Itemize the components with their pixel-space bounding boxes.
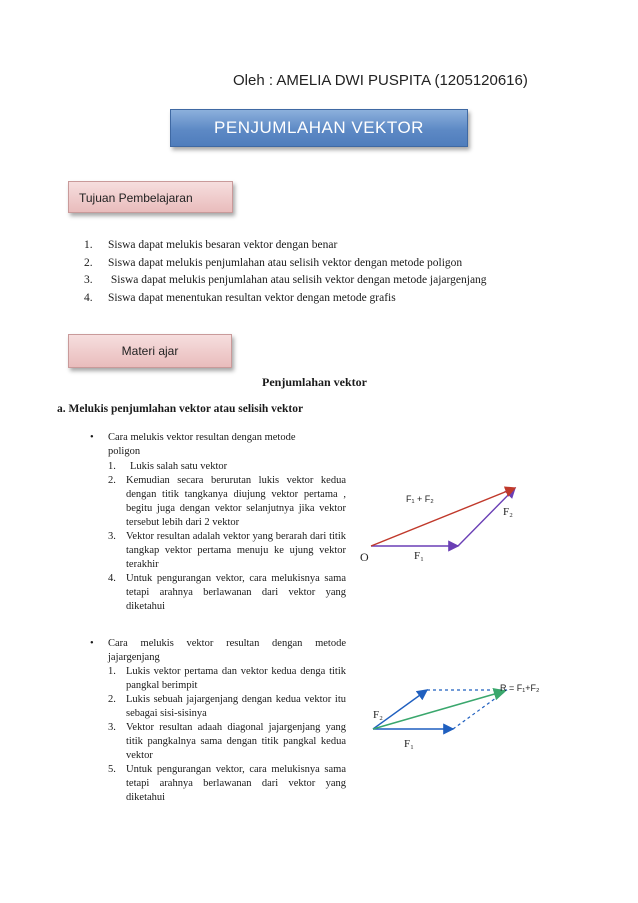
polygon-step: 2. Kemudian secara berurutan lukis vektor kedua dengan titik tangkanya diujung vektor pertama , begitu juga dengan vektor selanjutnya jika vektor tersebut lebih dari 2 vektor	[108, 475, 346, 528]
goal-item: 2. Siswa dapat melukis penjumlahan atau selisih vektor dengan metode poligon	[84, 256, 463, 269]
polygon-method	[90, 431, 346, 614]
polygon-intro: • Cara melukis vektor resultan dengan metode poligon	[90, 432, 296, 457]
label-f2: F₂	[373, 709, 383, 721]
polygon-diagram	[355, 470, 535, 570]
goal-item: 1. Siswa dapat melukis besaran vektor dengan benar	[84, 239, 338, 251]
polygon-step: 1. Lukis salah satu vektor	[108, 461, 228, 472]
polygon-step: 4. Untuk pengurangan vektor, cara melukisnya sama tetapi arahnya berlawanan dari vektor yang diketahui	[108, 573, 346, 612]
goals-list	[84, 237, 487, 307]
parallelogram-step: 5. Untuk pengurangan vektor, cara melukisnya sama tetapi arahnya berlawanan dari vektor yang diketahui	[108, 764, 346, 803]
parallelogram-step: 1. Lukis vektor pertama dan vektor kedua denga titik pangkal berimpit	[108, 666, 346, 691]
bullet-icon: •	[90, 432, 94, 443]
label-f1: F₁	[404, 738, 414, 750]
parallelogram-step: 2. Lukis sebuah jajargenjang dengan kedua vektor itu sebagai sisi-sisinya	[108, 694, 346, 719]
parallelogram-method	[90, 637, 346, 805]
label-resultant: F₁ + F₂	[406, 494, 434, 504]
page-title: PENJUMLAHAN VEKTOR	[170, 109, 468, 147]
label-f1: F₁	[414, 550, 424, 562]
goal-item: 4. Siswa dapat menentukan resultan vektor dengan metode grafis	[84, 291, 396, 304]
goal-item: 3. Siswa dapat melukis penjumlahan atau selisih vektor dengan metode jajargenjang	[84, 274, 487, 286]
section-goals-label: Tujuan Pembelajaran	[68, 181, 233, 213]
label-f2: F₂	[503, 506, 513, 518]
vector-resultant	[371, 488, 515, 546]
polygon-step: 3. Vektor resultan adalah vektor yang berarah dari titik tangkap vektor pertama menuju ke ujung vektor terakhir	[108, 531, 346, 570]
label-origin: O	[360, 550, 369, 564]
bullet-icon: •	[90, 638, 94, 649]
author-line: Oleh : AMELIA DWI PUSPITA (1205120616)	[233, 72, 528, 89]
dashed-side-right	[453, 690, 507, 729]
label-resultant: R = F₁+F₂	[500, 683, 540, 693]
material-title: Penjumlahan vektor	[262, 375, 367, 389]
parallelogram-intro: • Cara melukis vektor resultan dengan metode jajargenjang	[90, 638, 346, 663]
vector-resultant	[373, 691, 505, 729]
parallelogram-diagram	[365, 680, 515, 740]
section-material-label: Materi ajar	[68, 334, 232, 368]
parallelogram-step: 3. Vektor resultan adaah diagonal jajargenjang yang titik pangkalnya sama dengan titik pangkal kedua vektor	[108, 722, 346, 761]
subsection-a: a. Melukis penjumlahan vektor atau selisih vektor	[57, 403, 304, 415]
